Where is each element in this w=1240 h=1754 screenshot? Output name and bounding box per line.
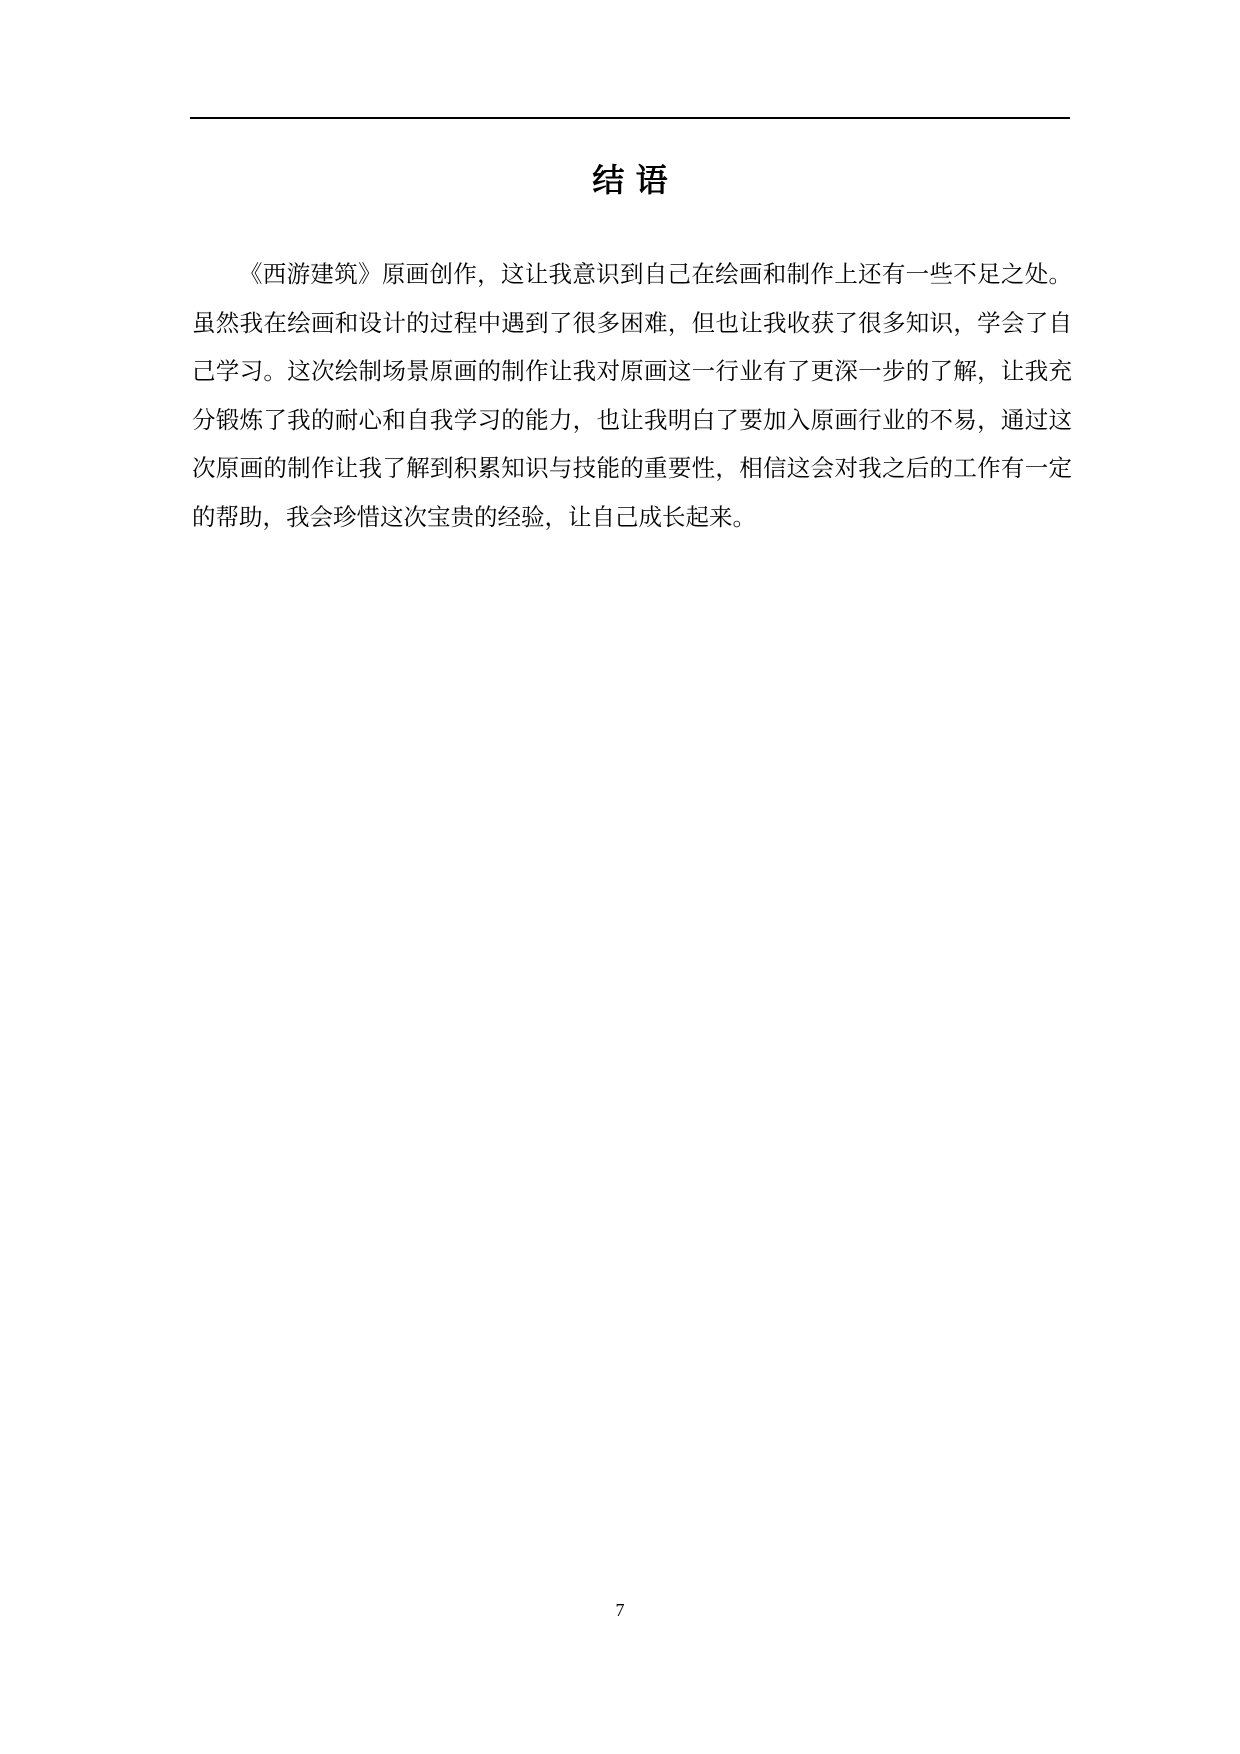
page-title: 结 语 (592, 161, 668, 199)
header-rule (190, 117, 1070, 119)
body-paragraph: 《西游建筑》原画创作，这让我意识到自己在绘画和制作上还有一些不足之处。虽然我在绘画和设计的过程中遇到了很多困难，但也让我收获了很多知识，学会了自己学习。这次绘制场景原画的制作让我对原画这一行业有了更深一步的了解，让我充分锻炼了我的耐心和自我学习的能力，也让我明白了要加入原画行业的不易，通过这次原画的制作让我了解到积累知识与技能的重要性，相信这会对我之后的工作有一定的帮助，我会珍惜这次宝贵的经验，让自己成长起来。 (192, 260, 1072, 531)
page-number: 7 (615, 1600, 625, 1620)
